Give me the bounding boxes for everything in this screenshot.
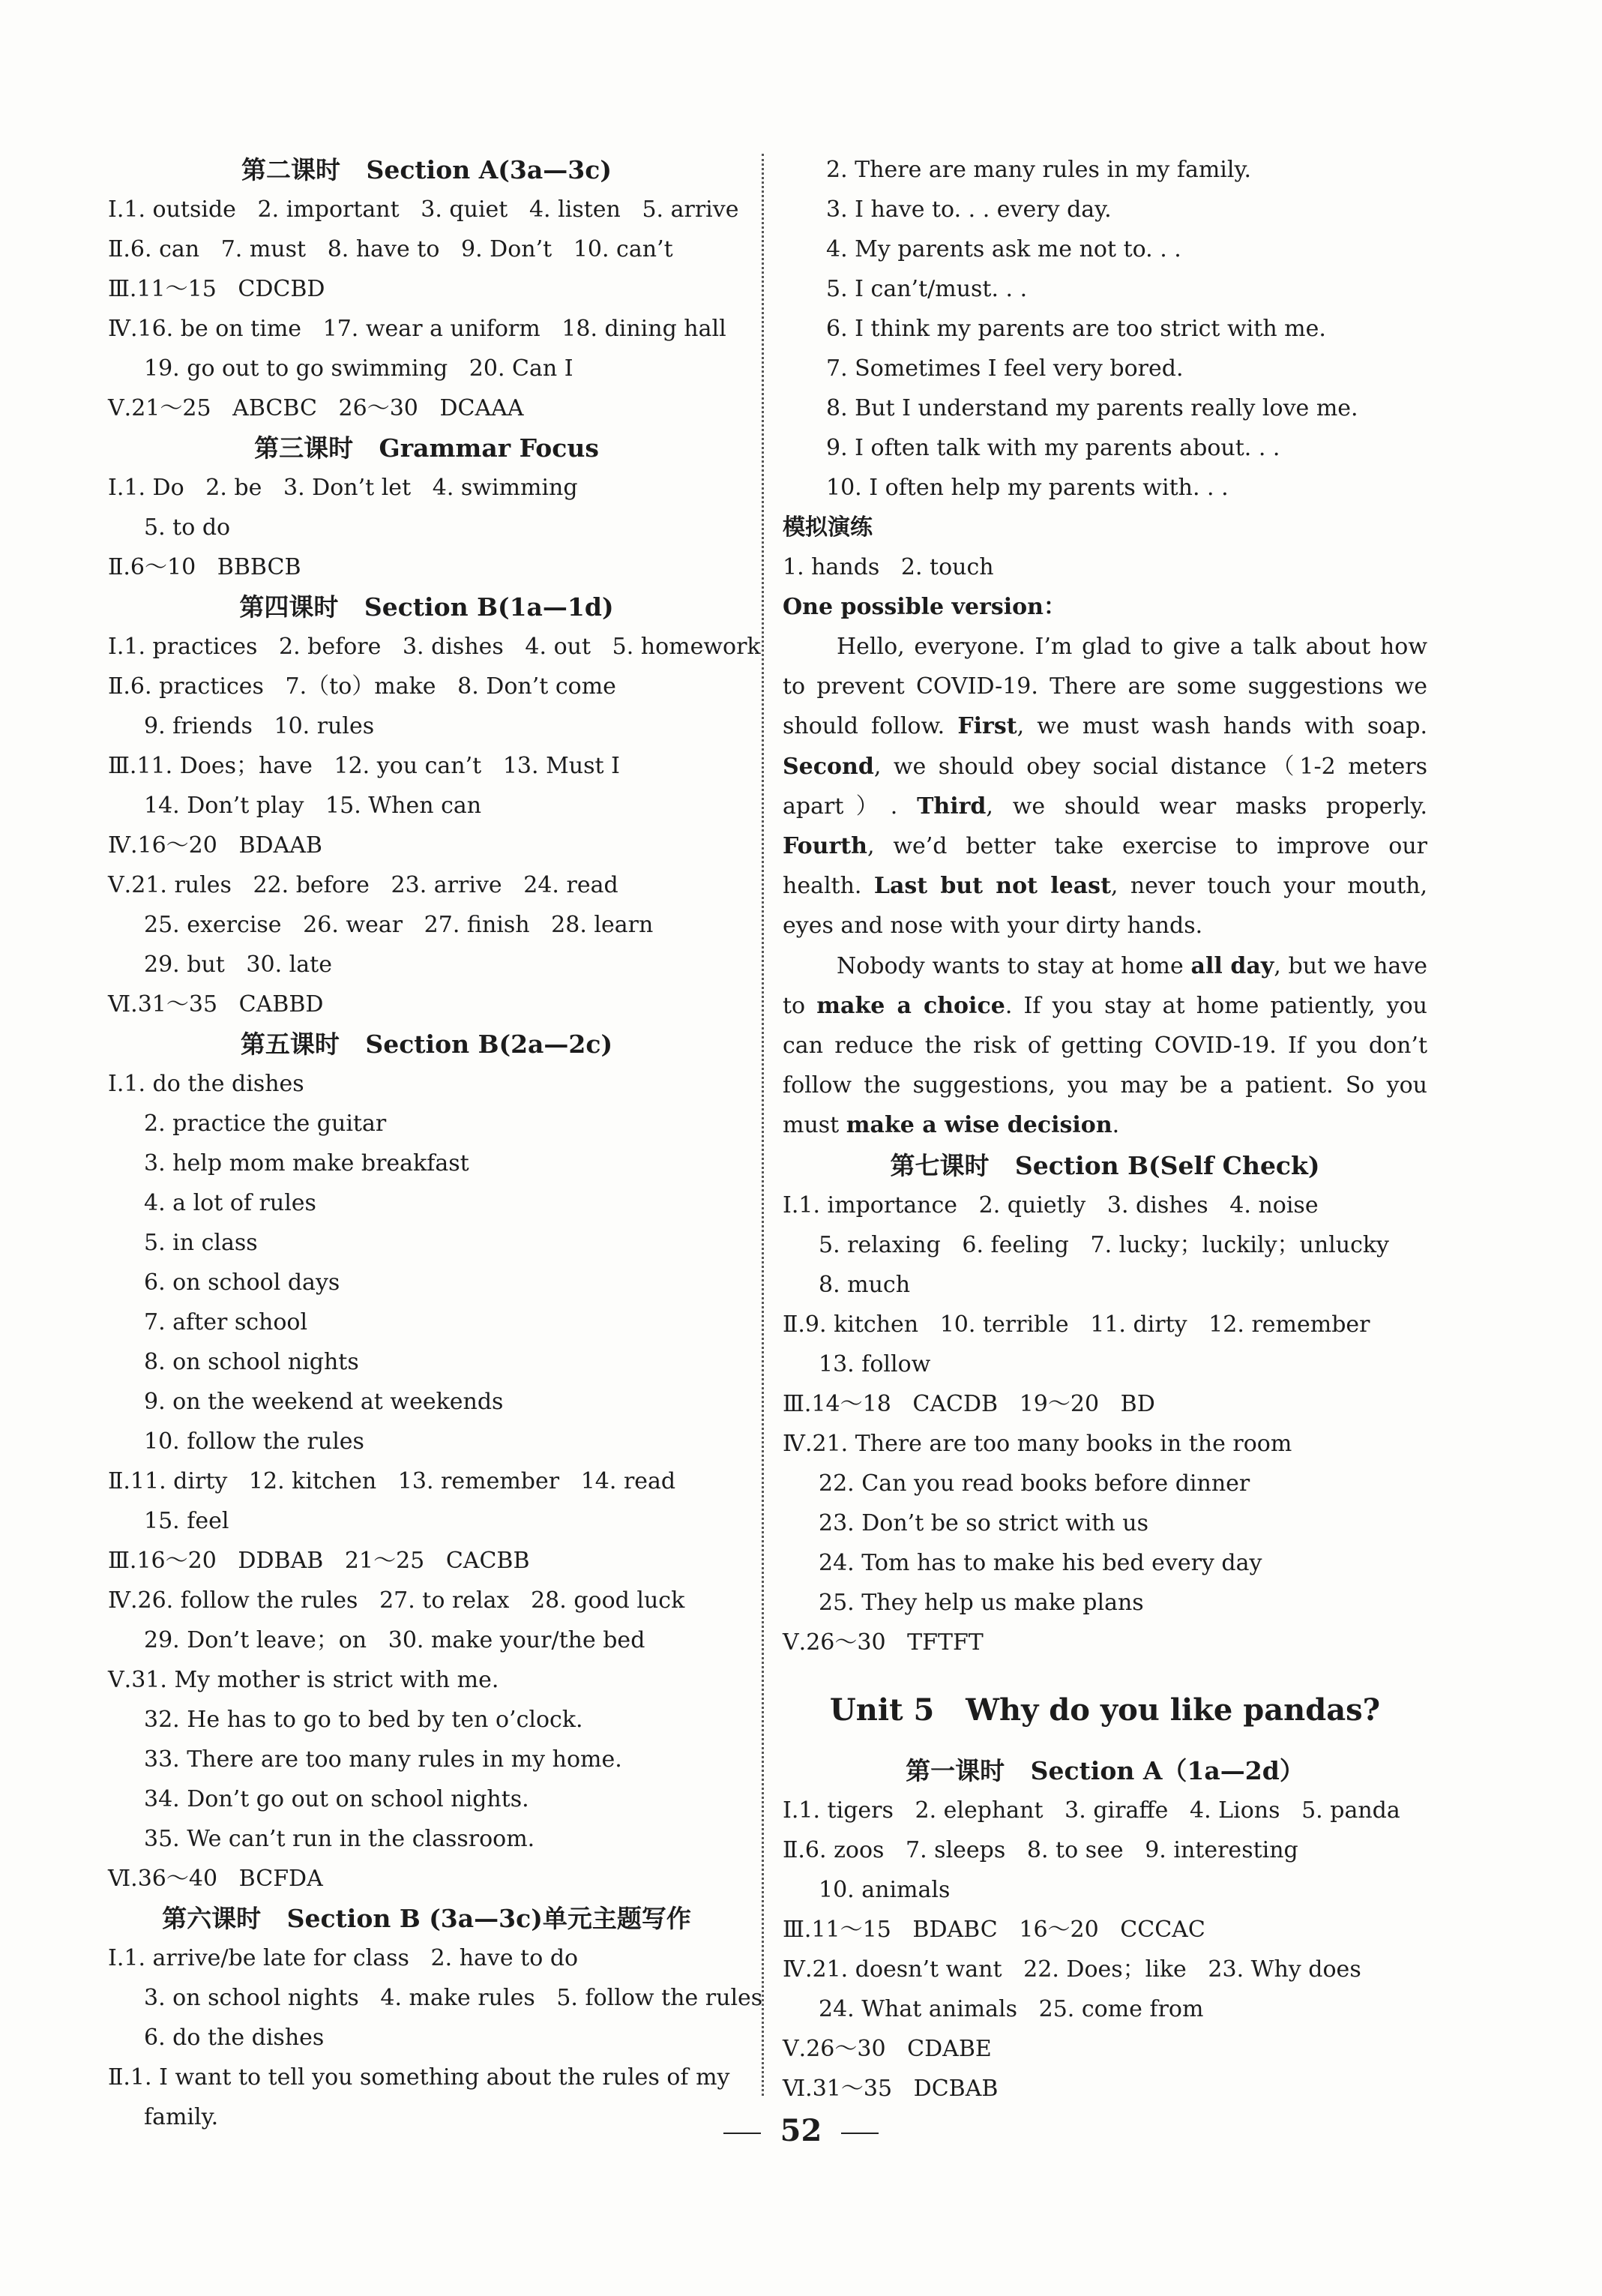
answer-line: 22. Can you read books before dinner xyxy=(819,1470,1250,1497)
answer-line: Ⅴ.26～30 TFTFT xyxy=(783,1629,984,1656)
answer-line: 5. relaxing 6. feeling 7. lucky；luckily；unlucky xyxy=(819,1231,1390,1258)
answer-line: Ⅱ.11. dirty 12. kitchen 13. remember 14. read xyxy=(108,1468,676,1494)
answer-line: Ⅱ.6. can 7. must 8. have to 9. Don’t 10. can’t xyxy=(108,236,673,262)
answer-line: 9. on the weekend at weekends xyxy=(144,1389,504,1415)
right-top-answers xyxy=(783,150,1427,627)
answer-line: Ⅲ.11. Does；have 12. you can’t 13. Must I xyxy=(108,753,620,779)
answer-line: 25. exercise 26. wear 27. finish 28. learn xyxy=(144,912,654,938)
essay-keyword: all day xyxy=(1190,952,1274,979)
answer-line: Ⅲ.14～18 CACDB 19～20 BD xyxy=(783,1390,1155,1417)
page-number: 52 xyxy=(780,2113,822,2148)
section-heading: 第二课时 Section A(3a—3c) xyxy=(241,155,612,184)
answer-line: 2. There are many rules in my family. xyxy=(826,157,1251,183)
section-heading: 第五课时 Section B(2a—2c) xyxy=(240,1030,613,1059)
essay-text: , we should obey social distance（1-2 meters apart）. xyxy=(783,753,1427,820)
answer-line: 9. I often talk with my parents about. . . xyxy=(826,435,1280,461)
answer-line: Ⅴ.21. rules 22. before 23. arrive 24. read xyxy=(108,872,618,898)
essay-text: . xyxy=(1112,1112,1120,1139)
dash-left xyxy=(723,2133,761,2134)
answer-line: Ⅰ.1. do the dishes xyxy=(108,1071,304,1097)
answer-line: Ⅳ.16～20 BDAAB xyxy=(108,832,322,859)
answer-line: 25. They help us make plans xyxy=(819,1589,1144,1616)
answer-line: 29. but 30. late xyxy=(144,952,332,978)
answer-line: 14. Don’t play 15. When can xyxy=(144,793,482,819)
essay-paragraph-1 xyxy=(783,627,1427,946)
answer-line: Ⅰ.1. practices 2. before 3. dishes 4. out 5. homework xyxy=(108,634,761,660)
answer-line: 1. hands 2. touch xyxy=(783,554,994,580)
section-heading: 第一课时 Section A（1a—2d） xyxy=(906,1755,1304,1785)
answer-line: 9. friends 10. rules xyxy=(144,713,375,739)
essay-keyword: Last but not least xyxy=(873,873,1111,900)
answer-line: 10. follow the rules xyxy=(144,1428,364,1455)
answer-line: 29. Don’t leave；on 30. make your/the bed xyxy=(144,1627,645,1653)
essay-keyword: make a wise decision xyxy=(846,1112,1112,1139)
essay-keyword: Second xyxy=(783,753,874,780)
answer-line: 8. But I understand my parents really love me. xyxy=(826,395,1358,421)
answer-line: 6. do the dishes xyxy=(144,2025,325,2051)
section-heading: 第四课时 Section B(1a—1d) xyxy=(239,592,614,622)
answer-line: One possible version： xyxy=(783,594,1066,620)
essay-keyword: Third xyxy=(917,793,987,820)
answer-line: Ⅰ.1. tigers 2. elephant 3. giraffe 4. Lions 5. panda xyxy=(783,1797,1400,1824)
answer-line: Ⅱ.6. zoos 7. sleeps 8. to see 9. interesting xyxy=(783,1836,1298,1863)
left-column xyxy=(108,150,763,2137)
answer-line: Ⅲ.11～15 CDCBD xyxy=(108,276,325,302)
section-heading: 第七课时 Section B(Self Check) xyxy=(890,1150,1320,1180)
right-column xyxy=(783,150,1427,2109)
answer-line: 10. I often help my parents with. . . xyxy=(826,475,1229,501)
answer-line: 34. Don’t go out on school nights. xyxy=(144,1786,529,1812)
essay-text: , we’d better take exercise to improve our health. xyxy=(783,833,1427,900)
answer-line: Ⅴ.31. My mother is strict with me. xyxy=(108,1667,499,1693)
essay-text: , but we have to xyxy=(783,952,1427,1019)
answer-line: 13. follow xyxy=(819,1350,931,1377)
answer-line: Ⅵ.31～35 DCBAB xyxy=(783,2075,999,2102)
answer-line: family. xyxy=(144,2104,219,2130)
answer-line: 8. much xyxy=(819,1271,911,1298)
answer-line: 33. There are too many rules in my home. xyxy=(144,1746,622,1773)
answer-line: 5. in class xyxy=(144,1230,258,1256)
answer-line: 4. My parents ask me not to. . . xyxy=(826,236,1181,262)
column-divider xyxy=(762,154,764,2096)
page-number-footer xyxy=(0,2113,1602,2148)
answer-line: 3. on school nights 4. make rules 5. follow the rules xyxy=(144,1985,763,2011)
answer-line: 24. What animals 25. come from xyxy=(819,1995,1204,2022)
right-bottom-answers xyxy=(783,1146,1427,1662)
answer-line: 5. I can’t/must. . . xyxy=(826,276,1028,302)
answer-line: Ⅱ.1. I want to tell you something about the rules of my xyxy=(108,2064,730,2091)
answer-line: Ⅳ.26. follow the rules 27. to relax 28. good luck xyxy=(108,1587,685,1614)
answer-line: 2. practice the guitar xyxy=(144,1111,387,1137)
answer-line: 32. He has to go to bed by ten o’clock. xyxy=(144,1707,583,1733)
section-heading: 第三课时 Grammar Focus xyxy=(254,433,599,463)
section-heading: 第六课时 Section B (3a—3c)单元主题写作 xyxy=(162,1904,691,1933)
answer-line: 24. Tom has to make his bed every day xyxy=(819,1549,1262,1576)
essay-text: , we should wear masks properly. xyxy=(986,793,1427,820)
answer-line: Ⅳ.21. There are too many books in the room xyxy=(783,1430,1292,1457)
answer-line: Ⅱ.6～10 BBBCB xyxy=(108,554,301,580)
essay-keyword: make a choice xyxy=(816,992,1005,1019)
answer-line: Ⅱ.6. practices 7.（to）make 8. Don’t come xyxy=(108,673,616,700)
model-essay xyxy=(783,627,1427,1146)
answer-line: Ⅳ.21. doesn’t want 22. Does；like 23. Why does xyxy=(783,1956,1361,1983)
answer-line: 35. We can’t run in the classroom. xyxy=(144,1826,535,1852)
essay-text: , we must wash hands with soap. xyxy=(1017,713,1427,740)
answer-line: Ⅵ.36～40 BCFDA xyxy=(108,1866,323,1892)
answer-line: Ⅴ.26～30 CDABE xyxy=(783,2035,992,2062)
essay-keyword: First xyxy=(957,713,1017,740)
answer-line: 4. a lot of rules xyxy=(144,1190,316,1216)
answer-line: 23. Don’t be so strict with us xyxy=(819,1509,1148,1536)
answer-line: 3. help mom make breakfast xyxy=(144,1150,469,1176)
answer-line: Ⅱ.9. kitchen 10. terrible 11. dirty 12. remember xyxy=(783,1311,1370,1338)
answer-line: Ⅰ.1. outside 2. important 3. quiet 4. listen 5. arrive xyxy=(108,196,739,223)
answer-line: 10. animals xyxy=(819,1876,951,1903)
answer-line: 6. on school days xyxy=(144,1269,340,1296)
answer-line: Ⅴ.21～25 ABCBC 26～30 DCAAA xyxy=(108,395,524,421)
answer-line: 7. after school xyxy=(144,1309,308,1335)
answer-line: Ⅰ.1. Do 2. be 3. Don’t let 4. swimming xyxy=(108,475,578,501)
answer-line: 6. I think my parents are too strict with me. xyxy=(826,316,1326,342)
answer-line: 19. go out to go swimming 20. Can I xyxy=(144,355,573,382)
essay-text: , never touch your mouth, eyes and nose with your dirty hands. xyxy=(783,873,1427,940)
answer-line: 5. to do xyxy=(144,514,231,541)
answer-line: Ⅲ.11～15 BDABC 16～20 CCCAC xyxy=(783,1916,1205,1943)
answer-line: 8. on school nights xyxy=(144,1349,359,1375)
answer-line: 7. Sometimes I feel very bored. xyxy=(826,355,1184,382)
answer-line: 15. feel xyxy=(144,1508,229,1534)
answer-line: Ⅰ.1. importance 2. quietly 3. dishes 4. noise xyxy=(783,1191,1319,1218)
answer-line: Ⅰ.1. arrive/be late for class 2. have to do xyxy=(108,1945,579,1971)
answer-line: 模拟演练 xyxy=(783,514,873,541)
answer-line: Ⅳ.16. be on time 17. wear a uniform 18. dining hall xyxy=(108,316,726,342)
answer-line: Ⅲ.16～20 DDBAB 21～25 CACBB xyxy=(108,1548,530,1574)
essay-text: . If you stay at home patiently, you can reduce the risk of getting COVID-19. If you don’t follow the suggestions, you may be a patient. So you must xyxy=(783,992,1427,1139)
answer-line: 3. I have to. . . every day. xyxy=(826,196,1112,223)
unit5-answers xyxy=(783,1751,1427,2109)
essay-keyword: Fourth xyxy=(783,833,867,860)
unit-title: Unit 5 Why do you like pandas? xyxy=(829,1692,1381,1728)
essay-paragraph-2 xyxy=(783,946,1427,1146)
essay-text: Hello, everyone. I’m glad to give a talk about how to prevent COVID-19. There are some suggestions we should follow. xyxy=(783,634,1427,740)
answer-line: Ⅵ.31～35 CABBD xyxy=(108,991,324,1018)
dash-right xyxy=(841,2133,879,2134)
essay-text: Nobody wants to stay at home xyxy=(837,952,1191,979)
